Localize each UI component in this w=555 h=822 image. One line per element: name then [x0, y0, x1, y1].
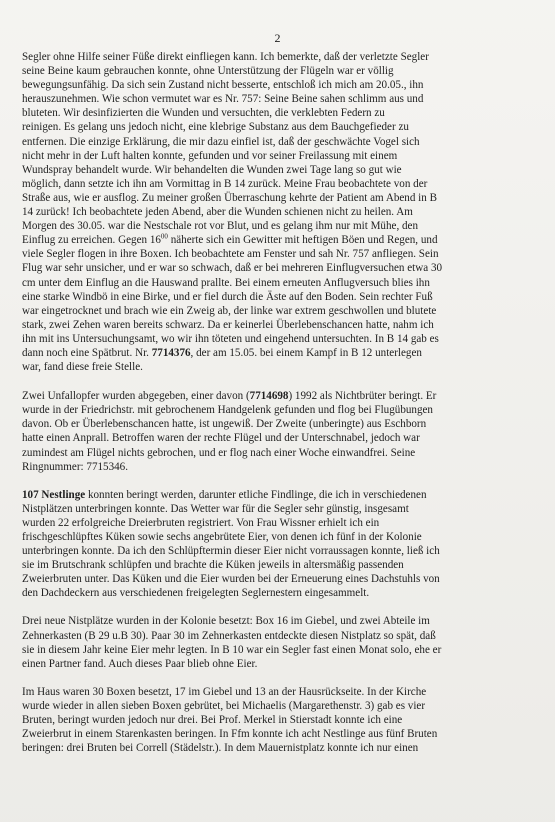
text-segment: eine starke Windbö in eine Birke, und er fiel durch die Äste auf den Boden. Sein rechter Fuß	[22, 290, 433, 303]
text-line	[22, 516, 540, 530]
text-segment: wurde wieder in allen sieben Boxen gebrütet, bei Michaelis (Margarethenstr. 3) gab es vier	[22, 699, 426, 712]
text-segment: hatte einen Anprall. Betroffen waren der rechte Flügel und der Unterschnabel, jedoch war	[22, 432, 420, 445]
text-line	[22, 50, 540, 64]
text-segment: , der am 15.05. bei einem Kampf in B 12 unterlegen	[190, 346, 422, 359]
paragraph	[22, 488, 540, 601]
text-line	[22, 572, 540, 586]
paragraph	[22, 50, 540, 374]
text-line	[22, 135, 540, 149]
document-body	[22, 50, 540, 769]
text-segment: Ringnummer: 7715346.	[22, 460, 129, 473]
bold-text: 7714698	[249, 390, 289, 403]
text-segment: stark, zwei Zehen waren bereits schwarz. Da er keinerlei Überlebenschancen hatte, nahm ich	[22, 318, 434, 331]
text-segment: Einflug zu erreichen. Gegen 16	[22, 234, 161, 247]
text-line	[22, 332, 540, 346]
text-line	[22, 163, 540, 177]
text-line	[22, 233, 540, 247]
bold-text: 7714376	[151, 346, 191, 359]
text-line	[22, 120, 540, 134]
text-line	[22, 699, 540, 713]
text-segment: war, fand diese freie Stelle.	[22, 361, 143, 374]
text-line	[22, 586, 540, 600]
text-segment: Segler ohne Hilfe seiner Füße direkt einfliegen kann. Ich bemerkte, daß der verletzte Segler	[22, 51, 429, 63]
text-segment: unterbringen konnte. Da ich den Schlüpftermin dieser Eier nicht vorraussagen konnte, ließ ich	[22, 545, 440, 558]
text-line	[22, 346, 540, 360]
text-segment: Zehnerkasten (B 29 u.B 30). Paar 30 im Zehnerkasten entdeckte diesen Nistplatz so spät, daß	[22, 629, 436, 642]
text-segment: entfernen. Die einzige Erklärung, die mir dazu einfiel ist, daß der geschwächte Vogel sich	[22, 135, 420, 148]
text-segment: bewegungsunfähig. Da sich sein Zustand nicht besserte, entschloß ich mich am 20.05., ihn	[22, 79, 424, 92]
text-segment: Flug war sehr unsicher, und er war so schwach, daß er bei mehreren Einflugversuchen etwa 30	[22, 262, 443, 275]
text-line	[22, 219, 540, 233]
text-line	[22, 713, 540, 727]
text-segment: sie im Brutschrank schlüpfen und brachte die Küken jeweils in altersmäßig passenden	[22, 559, 404, 572]
paragraph	[22, 614, 540, 670]
text-segment: davon. Ob er Überlebenschancen hatte, ist ungewiß. Der Zweite (unberingte) aus Eschborn	[22, 418, 427, 431]
text-line	[22, 460, 540, 474]
text-line	[22, 78, 540, 92]
text-segment: cm unter dem Einflug an die Hauswand prallte. Bei einem erneuten Anflugversuch blies ihn	[22, 276, 430, 289]
text-line	[22, 318, 540, 332]
text-segment: Nistplätzen unterbringen konnte. Das Wetter war für die Segler sehr günstig, insgesamt	[22, 502, 409, 515]
text-line	[22, 360, 540, 374]
text-line	[22, 629, 540, 643]
text-segment: möglich, dann setzte ich ihn am Vormittag in B 14 zurück. Meine Frau beobachtete von der	[22, 177, 428, 190]
text-line	[22, 727, 540, 741]
text-segment: Bruten, beringt wurden jedoch nur drei. Bei Prof. Merkel in Stierstadt konnte ich eine	[22, 714, 403, 727]
text-segment: reinigen. Es gelang uns jedoch nicht, eine klebrige Substanz aus dem Bauchgefieder zu	[22, 121, 409, 134]
text-line	[22, 417, 540, 431]
text-segment: Zweierbrut in einem Starenkasten beringen. In Ffm konnte ich acht Nestlinge aus fünf Bruten	[22, 728, 438, 741]
text-segment: frischgeschlüpftes Küken sowie sechs angebrütete Eier, von denen ich fünf in der Kolonie	[22, 531, 422, 543]
text-segment: zumindest am Flügel nichts gebrochen, und er flog nach einer Woche einwandfrei. Seine	[22, 446, 416, 459]
text-segment: Zweierbruten unter. Das Küken und die Eier wurden bei der Erneuerung eines Dachstuhls von	[22, 573, 440, 586]
text-segment: Drei neue Nistplätze wurden in der Kolonie besetzt: Box 16 im Giebel, und zwei Abteile im	[22, 615, 430, 628]
text-segment: dann noch eine Spätbrut. Nr.	[22, 346, 152, 359]
superscript-text: 00	[160, 232, 168, 241]
text-line	[22, 431, 540, 445]
text-line	[22, 685, 540, 699]
paragraph	[22, 685, 540, 755]
text-segment: wurde in der Friedrichstr. mit gebrochenem Handgelenk gefunden und flog bei Flugübungen	[22, 404, 433, 417]
bold-text: 107 Nestlinge	[22, 488, 86, 501]
text-line	[22, 191, 540, 205]
text-segment: Straße aus, wie er ausflog. Zu meiner großen Überraschung kehrte der Patient am Abend in B	[22, 191, 437, 204]
text-segment: den Dachdeckern aus verschiedenen freigelegten Seglernestern eingesammelt.	[22, 587, 370, 600]
text-segment: ) 1992 als Nichtbrüter beringt. Er	[288, 390, 437, 403]
text-line	[22, 403, 540, 417]
text-line	[22, 614, 540, 628]
text-segment: Im Haus waren 30 Boxen besetzt, 17 im Giebel und 13 an der Hausrückseite. In der Kirche	[22, 685, 427, 698]
text-line	[22, 657, 540, 671]
text-segment: näherte sich ein Gewitter mit heftigen Böen und Regen, und	[167, 234, 438, 247]
text-segment: bluteten. Wir desinfizierten die Wunden und versuchten, die verklebten Federn zu	[22, 107, 385, 120]
text-line	[22, 446, 540, 460]
text-segment: herauszunehmen. Wie schon vermutet war es Nr. 757: Seine Beine sahen schlimm aus und	[22, 93, 424, 106]
text-line	[22, 149, 540, 163]
text-line	[22, 530, 540, 544]
text-line	[22, 106, 540, 120]
text-segment: 14 zurück! Ich beobachtete jeden Abend, aber die Wunden schienen nicht zu heilen. Am	[22, 206, 413, 219]
text-line	[22, 64, 540, 78]
text-segment: beringen: drei Bruten bei Correll (Städelstr.). In dem Mauernistplatz konnte ich nur einen	[22, 742, 419, 755]
text-segment: Wundspray behandelt wurde. Wir behandelten die Wunden zwei Tage lang so gut wie	[22, 163, 402, 176]
text-line	[22, 290, 540, 304]
text-line	[22, 488, 540, 502]
text-line	[22, 544, 540, 558]
text-segment: nicht mehr in der Luft halten konnte, gefunden und vor seiner Freilassung mit einem	[22, 149, 398, 162]
text-line	[22, 205, 540, 219]
text-segment: sie in diesem Jahr keine Eier mehr legten. In B 10 war ein Segler fast einen Monat solo, ehe er	[22, 643, 442, 656]
text-line	[22, 177, 540, 191]
paragraph	[22, 389, 540, 474]
text-line	[22, 276, 540, 290]
page-number: 2	[274, 31, 281, 45]
text-segment: wurden 22 erfolgreiche Dreierbruten registriert. Von Frau Wissner erhielt ich ein	[22, 516, 380, 529]
text-line	[22, 261, 540, 275]
text-segment: einen Partner fand. Auch dieses Paar blieb ohne Eier.	[22, 657, 258, 670]
text-line	[22, 247, 540, 261]
text-segment: war eingetrocknet und brach wie ein Zweig ab, der linke war extrem geschwollen und blutete	[22, 304, 437, 317]
text-segment: viele Segler flogen in ihre Boxen. Ich beobachtete am Fenster und sah Nr. 757 anfliegen. Sein	[22, 248, 439, 261]
text-segment: seine Beine kaum gebrauchen konnte, ohne Unterstützung der Flügeln war er völlig	[22, 65, 394, 78]
text-line	[22, 304, 540, 318]
text-line	[22, 502, 540, 516]
text-line	[22, 643, 540, 657]
text-line	[22, 558, 540, 572]
text-segment: Morgen des 30.05. war die Nestschale rot vor Blut, und es gelang ihm nur mit Mühe, den	[22, 220, 419, 233]
text-line	[22, 741, 540, 755]
text-segment: ihn mit ins Untersuchungsamt, wo wir ihn töteten und eingehend untersuchten. In B 14 gab es	[22, 332, 439, 345]
text-line	[22, 389, 540, 403]
text-line	[22, 92, 540, 106]
text-segment: Zwei Unfallopfer wurden abgegeben, einer davon (	[22, 390, 250, 403]
text-segment: konnten beringt werden, darunter etliche Findlinge, die ich in verschiedenen	[85, 488, 427, 501]
